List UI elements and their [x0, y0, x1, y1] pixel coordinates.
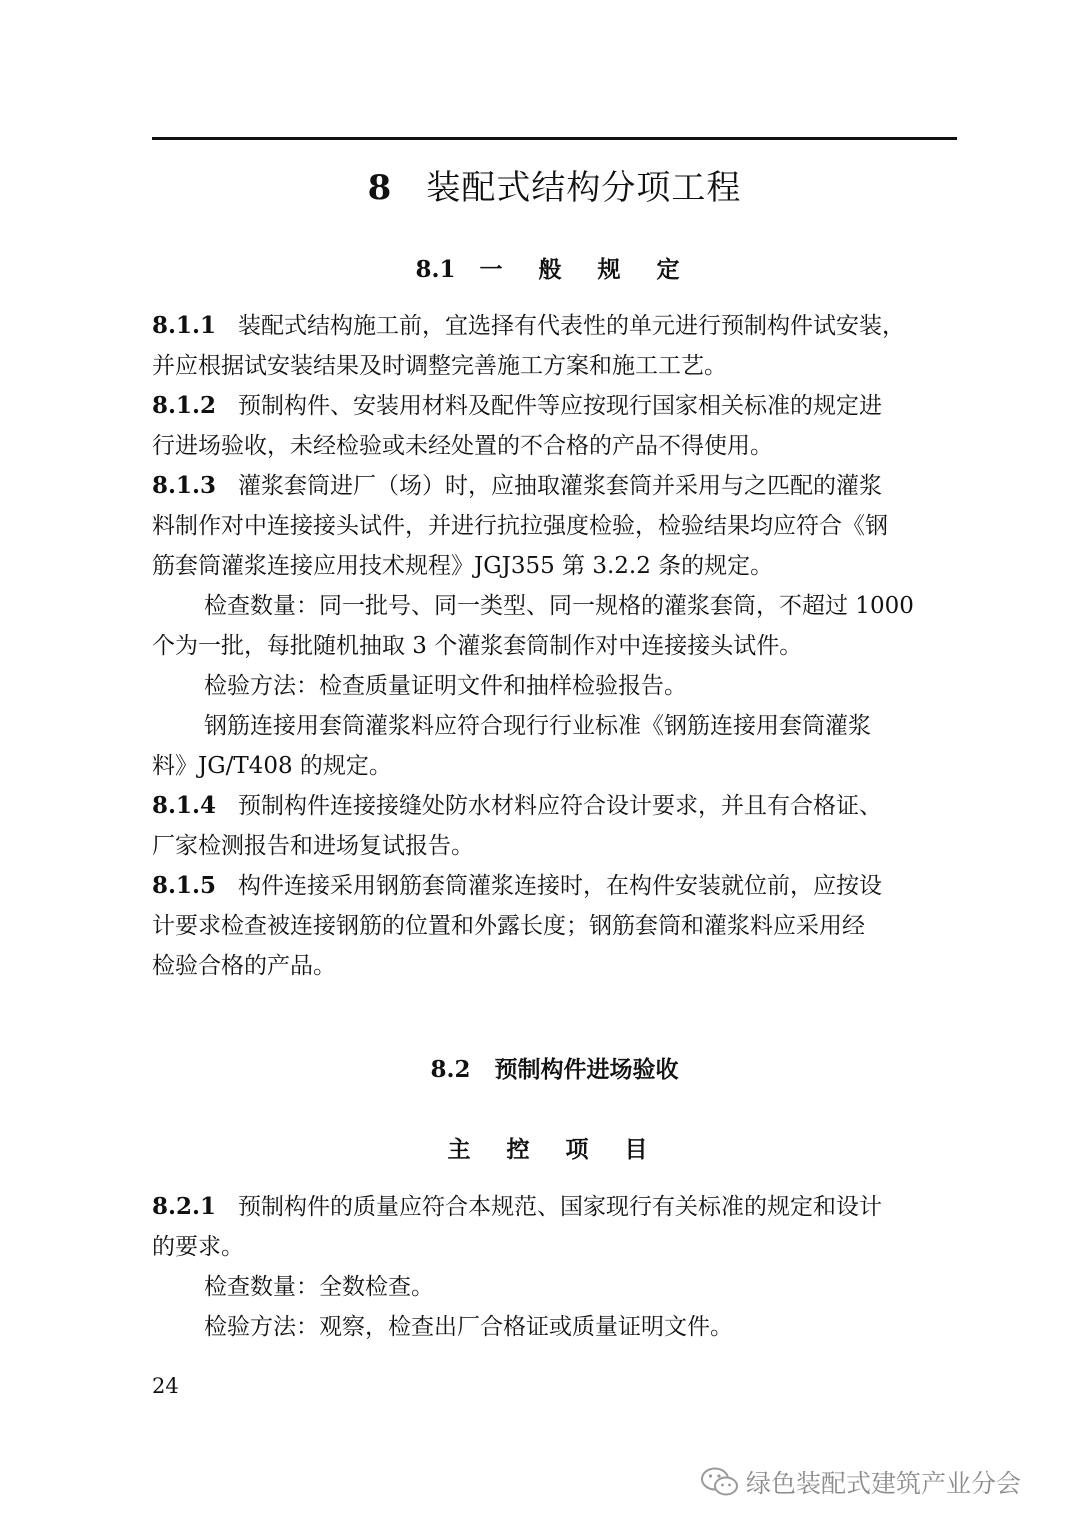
- subsection-heading: 主 控 项 目: [447, 1136, 662, 1163]
- clause-8-1-5: 8.1.5 构件连接采用钢筋套筒灌浆连接时，在构件安装就位前，应按设: [152, 872, 883, 899]
- clause-text-line: 料》JG/T408 的规定。: [152, 753, 392, 779]
- clause-8-2-1: 8.2.1 预制构件的质量应符合本规范、国家现行有关标准的规定和设计: [152, 1193, 883, 1220]
- clause-text-line: 计要求检查被连接钢筋的位置和外露长度；钢筋套筒和灌浆料应采用经: [152, 913, 865, 939]
- section-heading-8-2: [152, 1051, 957, 1084]
- clause-text-line: 并应根据试安装结果及时调整完善施工方案和施工工艺。: [152, 353, 727, 379]
- check-quantity: 检查数量：全数检查。: [204, 1274, 434, 1300]
- clause-text-line: 检验合格的产品。: [152, 953, 336, 979]
- clause-8-1-4: 8.1.4 预制构件连接接缝处防水材料应符合设计要求，并且有合格证、: [152, 792, 883, 819]
- chapter-number: 8: [367, 168, 393, 208]
- section-title: 预制构件进场验收: [494, 1056, 679, 1083]
- clause-text-line: 料制作对中连接接头试件，并进行抗拉强度检验，检验结果均应符合《钢: [152, 513, 888, 539]
- clause-8-1-3: 8.1.3 灌浆套筒进厂（场）时，应抽取灌浆套筒并采用与之匹配的灌浆: [152, 472, 883, 499]
- clause-text-line: 行进场验收，未经检验或未经处置的不合格的产品不得使用。: [152, 433, 773, 459]
- clause-8-1-2: 8.1.2 预制构件、安装用材料及配件等应按现行国家相关标准的规定进: [152, 392, 883, 419]
- clauses-8-1: [152, 306, 952, 986]
- clause-8-1-1: 8.1.1 装配式结构施工前，宜选择有代表性的单元进行预制构件试安装，: [152, 312, 906, 339]
- check-method: 检验方法：观察，检查出厂合格证或质量证明文件。: [204, 1314, 733, 1340]
- wechat-icon: [700, 1466, 740, 1498]
- chapter-heading: [152, 160, 957, 209]
- grout-note: 钢筋连接用套筒灌浆料应符合现行行业标准《钢筋连接用套筒灌浆: [204, 713, 871, 739]
- section-number: 8.1: [415, 256, 456, 283]
- clause-text-line: 的要求。: [152, 1234, 244, 1260]
- check-quantity: 检查数量：同一批号、同一类型、同一规格的灌浆套筒，不超过 1000: [204, 593, 914, 619]
- clause-text-line: 个为一批，每批随机抽取 3 个灌浆套筒制作对中连接接头试件。: [152, 633, 803, 659]
- check-method: 检验方法：检查质量证明文件和抽样检验报告。: [204, 673, 687, 699]
- clauses-8-2: [152, 1187, 952, 1347]
- section-heading-8-1: [152, 251, 957, 284]
- section-title: 一 般 规 定: [479, 256, 694, 283]
- chapter-title: 装配式结构分项工程: [426, 168, 742, 208]
- clause-text-line: 厂家检测报告和进场复试报告。: [152, 833, 474, 859]
- page-number: 24: [152, 1374, 179, 1398]
- watermark-text: 绿色装配式建筑产业分会: [746, 1469, 1022, 1498]
- header-rule: [152, 137, 957, 140]
- section-number: 8.2: [430, 1056, 471, 1083]
- clause-text-line: 筋套筒灌浆连接应用技术规程》JGJ355 第 3.2.2 条的规定。: [152, 553, 774, 579]
- watermark: [700, 1462, 1021, 1502]
